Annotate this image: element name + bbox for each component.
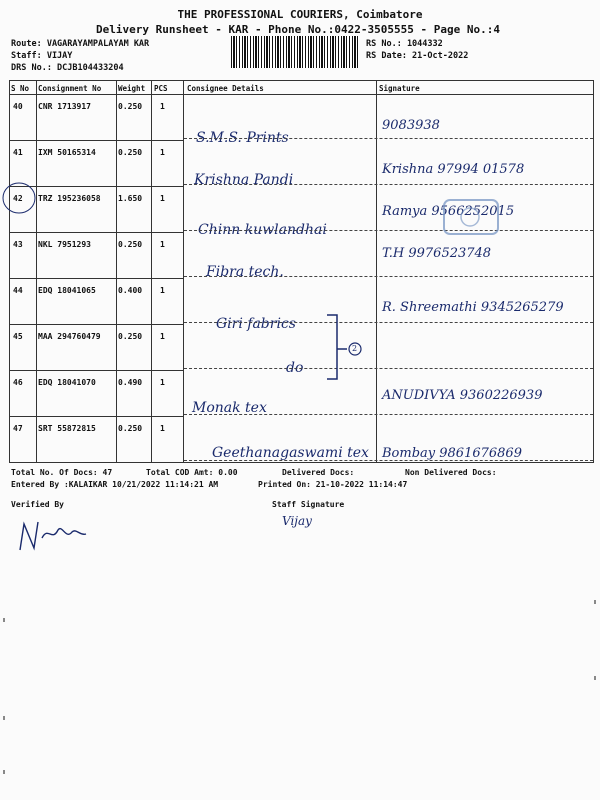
edge-mark — [3, 716, 5, 720]
entered-by: Entered By :KALAIKAR 10/21/2022 11:14:21 AM — [11, 480, 219, 489]
row-consignee-handwritten: do — [286, 360, 304, 376]
row-signature: 9083938 — [382, 118, 440, 133]
row-divider — [9, 232, 184, 233]
row-consignee-handwritten: Monak tex — [192, 400, 267, 416]
total-cod: Total COD Amt: 0.00 — [146, 468, 238, 477]
row-dotted-line — [184, 230, 593, 231]
row-consignment: TRZ 195236058 — [38, 194, 101, 203]
company-title: THE PROFESSIONAL COURIERS, Coimbatore — [177, 8, 423, 21]
row-consignee-handwritten: Giri fabrics — [216, 316, 296, 332]
row-consignment: CNR 1713917 — [38, 102, 91, 111]
edge-mark — [594, 676, 596, 680]
row-divider — [9, 140, 184, 141]
row-divider — [9, 370, 184, 371]
rs-number: RS No.: 1044332 — [366, 39, 443, 49]
row-weight: 0.400 — [118, 286, 143, 295]
delivered-docs: Delivered Docs: — [282, 468, 355, 477]
row-dotted-line — [184, 138, 593, 139]
row-consignment: SRT 55872815 — [38, 424, 96, 433]
row-signature: Krishna 97994 01578 — [382, 162, 525, 177]
row-signature: T.H 9976523748 — [382, 246, 492, 261]
row-weight: 0.250 — [118, 148, 143, 157]
printed-on: Printed On: 21-10-2022 11:14:47 — [258, 480, 408, 489]
row-consignee-handwritten: Krishna Pandi — [194, 172, 294, 188]
row-pcs: 1 — [160, 148, 165, 157]
staff-signature: Vijay — [282, 514, 312, 528]
row-consignment: MAA 294760479 — [38, 332, 101, 341]
verified-by-label: Verified By — [11, 500, 64, 509]
bracket-number: 2 — [352, 344, 358, 353]
circle-mark — [0, 178, 38, 218]
row-signature: Ramya 9566252015 — [382, 204, 515, 219]
row-pcs: 1 — [160, 102, 165, 111]
row-pcs: 1 — [160, 240, 165, 249]
row-sno: 41 — [13, 148, 23, 157]
non-delivered-docs: Non Delivered Docs: — [405, 468, 497, 477]
row-sno: 44 — [13, 286, 23, 295]
col-header-sno: S No — [11, 84, 30, 93]
edge-mark — [3, 618, 5, 622]
col-header-consignee: Consignee Details — [187, 84, 264, 93]
edge-mark — [594, 600, 596, 604]
row-consignment: EDQ 18041070 — [38, 378, 96, 387]
row-signature: ANUDIVYA 9360226939 — [382, 388, 543, 403]
staff-signature-label: Staff Signature — [272, 500, 345, 509]
rs-date: RS Date: 21-Oct-2022 — [366, 51, 469, 61]
row-dotted-line — [184, 184, 593, 185]
row-consignee-handwritten: Fibra tech. — [206, 264, 284, 280]
row-sno: 43 — [13, 240, 23, 249]
row-consignee-handwritten: Chinn kuwlandhai — [198, 222, 327, 238]
row-dotted-line — [184, 276, 593, 277]
row-signature: R. Shreemathi 9345265279 — [382, 300, 564, 315]
extra-consignee: Geethanagaswami tex — [212, 445, 369, 461]
row-pcs: 1 — [160, 424, 165, 433]
row-pcs: 1 — [160, 194, 165, 203]
total-docs: Total No. Of Docs: 47 — [11, 468, 113, 477]
row-sno: 47 — [13, 424, 23, 433]
drs-number: DRS No.: DCJB104433204 — [11, 63, 124, 73]
row-consignment: IXM 50165314 — [38, 148, 96, 157]
row-divider — [9, 278, 184, 279]
row-pcs: 1 — [160, 286, 165, 295]
row-sno: 40 — [13, 102, 23, 111]
edge-mark — [3, 770, 5, 774]
route-label: Route: VAGARAYAMPALAYAM KAR — [11, 39, 150, 49]
row-weight: 0.490 — [118, 378, 143, 387]
row-weight: 1.650 — [118, 194, 143, 203]
row-signature: Bombay 9861676869 — [382, 446, 522, 461]
row-divider — [9, 416, 184, 417]
bracket-mark — [325, 313, 365, 383]
row-consignee-handwritten: S.M.S. Prints — [196, 130, 289, 146]
row-weight: 0.250 — [118, 102, 143, 111]
verifier-signature — [14, 512, 94, 558]
row-weight: 0.250 — [118, 332, 143, 341]
row-pcs: 1 — [160, 378, 165, 387]
row-weight: 0.250 — [118, 240, 143, 249]
row-divider — [9, 324, 184, 325]
row-sno: 42 — [13, 194, 23, 203]
col-header-signature: Signature — [379, 84, 420, 93]
row-pcs: 1 — [160, 332, 165, 341]
row-consignment: NKL 7951293 — [38, 240, 91, 249]
col-header-pcs: PCS — [154, 84, 168, 93]
row-dotted-line — [184, 322, 593, 323]
row-weight: 0.250 — [118, 424, 143, 433]
barcode — [231, 36, 359, 68]
staff-label: Staff: VIJAY — [11, 51, 73, 61]
col-header-consignment: Consignment No — [38, 84, 102, 93]
row-sno: 46 — [13, 378, 23, 387]
row-consignment: EDQ 18041065 — [38, 286, 96, 295]
runsheet-subtitle: Delivery Runsheet - KAR - Phone No.:0422-3505555 - Page No.:4 — [96, 23, 500, 36]
col-header-weight: Weight — [118, 84, 146, 93]
row-sno: 45 — [13, 332, 23, 341]
row-dotted-line — [184, 368, 593, 369]
stamp-mark — [440, 196, 504, 240]
